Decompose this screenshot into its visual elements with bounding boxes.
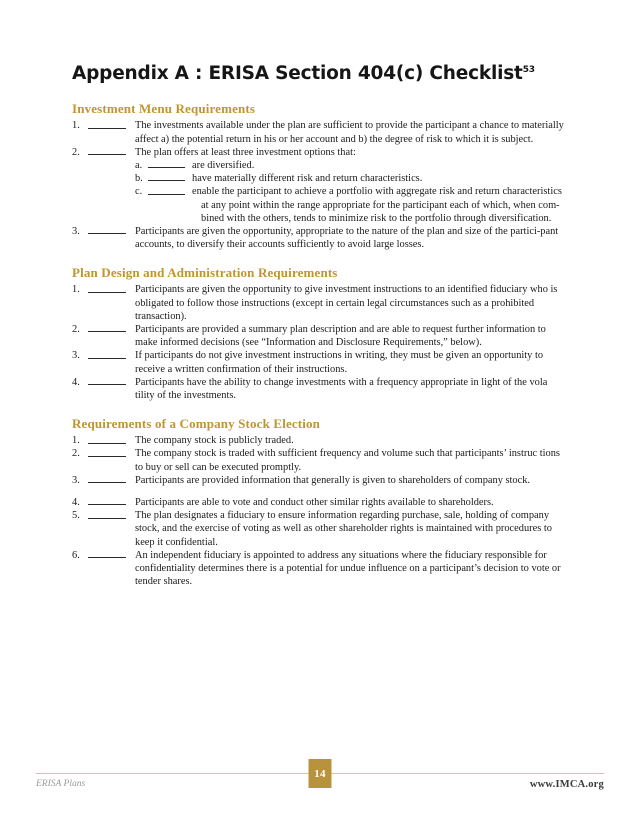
checklist-item-text: An independent fiduciary is appointed to address any situations where the fiduciary responsible for confidentiality determines there is a potential for undue influence on a participant’s decision to vote or tender shares. [135,549,561,588]
checklist-item-number: 3. [72,225,80,237]
checklist-item-number: 2. [72,448,80,460]
checklist-blank-line[interactable] [88,128,126,129]
checklist-blank-line[interactable] [148,167,185,168]
checklist-subitem-list [135,159,568,225]
checklist-item-number: 3. [72,474,80,486]
checklist-subitem-letter: b. [135,173,143,185]
checklist-blank-line[interactable] [88,331,126,332]
checklist-item [72,225,568,251]
checklist-blank-line[interactable] [88,482,126,483]
checklist-item-text: The company stock is publicly traded. [135,435,294,447]
section-heading: Plan Design and Administration Requirements [72,265,338,281]
checklist-item [72,549,568,589]
checklist-item-list [72,283,568,402]
checklist-item-text: Participants are provided a summary plan description and are able to request further information to make informed decisions (see “Information and Disclosure Requirements,” below). [135,323,546,349]
checklist-item-number: 4. [72,497,80,509]
checklist-blank-line[interactable] [88,518,126,519]
checklist-blank-line[interactable] [88,456,126,457]
checklist-item-number: 3. [72,350,80,362]
checklist-item-text: Participants are given the opportunity to give investment instructions to an identified fiduciary who is obligated to follow those instructions (except in certain legal circumstances such as a prohibited transaction). [135,284,558,322]
checklist-blank-line[interactable] [88,557,126,558]
checklist-sections [72,101,568,588]
checklist-blank-line[interactable] [148,194,185,195]
checklist-item-number: 1. [72,435,80,447]
checklist-item [72,323,568,349]
page-title [72,64,568,84]
checklist-blank-line[interactable] [88,384,126,385]
checklist-item [72,509,568,549]
checklist-section [72,101,568,251]
title-footnote-marker: 53 [522,64,535,75]
checklist-item-text: Participants are given the opportunity, appropriate to the nature of the plan and size of the partici-pant accounts, to diversify their accounts sufficiently to avoid large losses. [135,225,559,251]
checklist-item-text: The investments available under the plan are sufficient to provide the participant a chance to materially affect a) the potential return in his or her account and b) the degree of risk to which it is subject. [135,120,564,145]
checklist-item-text: The company stock is traded with sufficient frequency and volume such that participants’ instruc tions to buy or sell can be executed promptly. [135,448,560,473]
checklist-subitem [135,185,568,225]
checklist-section [72,416,568,588]
checklist-item-list [72,119,568,251]
checklist-item-text: The plan designates a fiduciary to ensure information regarding purchase, sale, holding of company stock, and the exercise of voting as well as other shareholder rights is maintained with procedures to keep it confidential. [135,510,552,548]
checklist-item-number: 6. [72,549,80,561]
checklist-item-text: Participants are provided information that generally is given to shareholders of company stock. [135,474,531,486]
footer-document-name: ERISA Plans [36,779,86,789]
checklist-item [72,434,568,447]
checklist-item-number: 2. [72,323,80,335]
page-footer [36,767,604,813]
checklist-blank-line[interactable] [88,233,126,234]
checklist-item-text: The plan offers at least three investment options that: [135,146,356,158]
checklist-blank-line[interactable] [88,154,126,155]
checklist-item-number: 4. [72,376,80,388]
checklist-item [72,376,568,402]
checklist-subitem-letter: c. [135,186,143,198]
checklist-blank-line[interactable] [88,443,126,444]
checklist-item-number: 5. [72,510,80,522]
checklist-subitem [135,172,568,185]
page-content [72,64,568,602]
checklist-subitem [135,159,568,172]
checklist-item [72,283,568,323]
checklist-subitem-text: have materially different risk and return characteristics. [192,173,423,185]
section-heading: Investment Menu Requirements [72,101,256,117]
checklist-subitem-letter: a. [135,159,143,171]
checklist-item [72,349,568,375]
checklist-item [72,474,568,487]
checklist-item [72,146,568,225]
checklist-subitem-continuation: at any point within the range appropriate for the participant each of which, when com-bined with the others, tends to minimize risk to the portfolio through diversification. [201,199,560,224]
footer-website: www.IMCA.org [529,779,604,790]
checklist-item-number: 1. [72,120,80,132]
checklist-item-text: If participants do not give investment instructions in writing, they must be given an opportunity to receive a written confirmation of their instructions. [135,350,544,375]
checklist-subitem-text: are diversified. [192,159,255,171]
checklist-item [72,496,568,509]
checklist-item-number: 1. [72,284,80,296]
checklist-section [72,265,568,402]
page-number-badge: 14 [309,759,332,788]
checklist-blank-line[interactable] [88,504,126,505]
section-heading: Requirements of a Company Stock Election [72,416,321,432]
page-title-text: Appendix A : ERISA Section 404(c) Checklist [72,63,523,84]
checklist-item-text: Participants have the ability to change investments with a frequency appropriate in light of the vola tility of the investments. [135,376,548,401]
checklist-subitem-text: enable the participant to achieve a portfolio with aggregate risk and return characteristics [192,186,562,198]
checklist-blank-line[interactable] [88,358,126,359]
checklist-item [72,447,568,473]
checklist-item-list [72,434,568,588]
checklist-item [72,119,568,145]
checklist-item-text: Participants are able to vote and conduct other similar rights available to shareholders. [135,497,494,509]
checklist-item-number: 2. [72,146,80,158]
checklist-blank-line[interactable] [88,292,126,293]
checklist-blank-line[interactable] [148,180,185,181]
